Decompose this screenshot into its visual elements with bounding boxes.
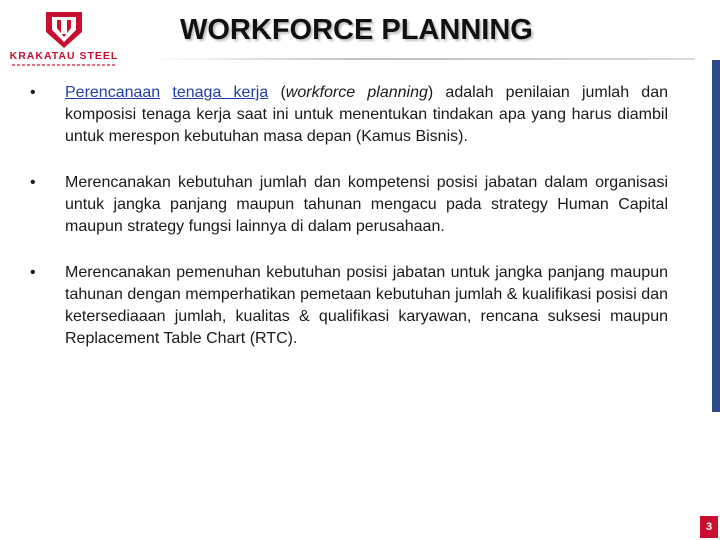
page-title: WORKFORCE PLANNING xyxy=(180,14,533,46)
bullet-text: Merencanakan kebutuhan jumlah dan kompetensi posisi jabatan dalam organisasi untuk jangka panjang maupun tahunan mengacu pada strategy Human Capital maupun strategy fungsi lainnya di dalam perusahaan. xyxy=(65,174,668,235)
bullet-item-pemenuhan xyxy=(28,262,668,350)
page-number: 3 xyxy=(700,516,718,538)
link-perencanaan[interactable]: Perencanaan xyxy=(65,84,161,101)
italic-term: workforce planning xyxy=(285,84,428,101)
title-divider xyxy=(150,58,695,60)
bullet-dot: • xyxy=(30,84,36,101)
definition-rest: ) adalah penilaian jumlah dan komposisi tenaga kerja saat ini untuk menentukan tindakan apa yang harus diambil untuk merespon kebutuhan masa depan (Kamus Bisnis). xyxy=(65,84,668,145)
side-accent-bar xyxy=(712,60,720,412)
link-tenaga-kerja[interactable]: tenaga kerja xyxy=(172,84,269,101)
bullet-list xyxy=(28,82,668,374)
krakatau-steel-emblem-icon xyxy=(44,10,84,50)
bullet-dot: • xyxy=(30,174,36,191)
logo-tagline-line xyxy=(12,64,116,66)
bullet-text: Merencanakan pemenuhan kebutuhan posisi jabatan untuk jangka panjang maupun tahunan dengan memperhatikan pemetaan kebutuhan jumlah & kualifikasi posisi dan ketersediaaan jumlah, kualitas & qualifikasi karyawan, rencana suksesi maupun Replacement Table Chart (RTC). xyxy=(65,264,668,347)
bullet-item-definition xyxy=(28,82,668,148)
krakatau-steel-logo xyxy=(8,10,120,68)
bullet-item-kebutuhan xyxy=(28,172,668,238)
paren-open: ( xyxy=(268,84,286,101)
bullet-dot: • xyxy=(30,264,36,281)
logo-brand-text: KRAKATAU STEEL xyxy=(9,50,119,62)
bullet-text xyxy=(65,82,668,148)
